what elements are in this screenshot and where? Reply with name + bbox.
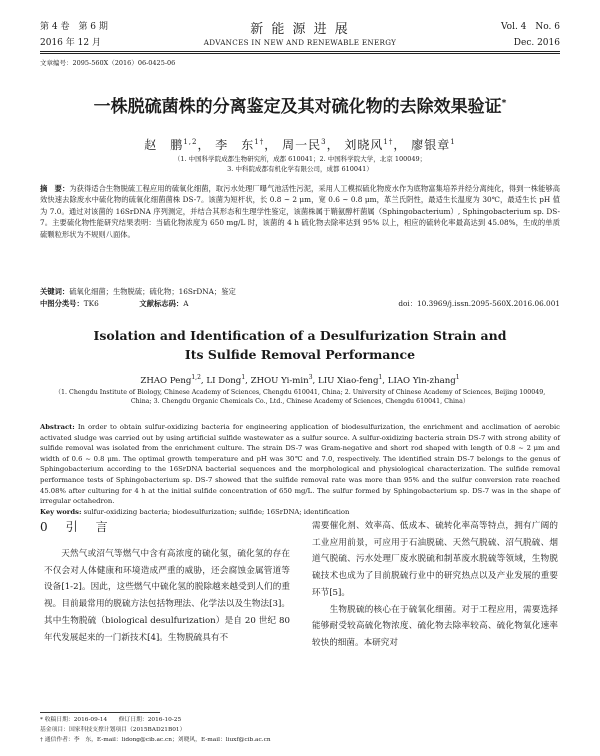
footnote-funding: 基金项目：国家科技支撑计划项目（2015BAD21B01） (40, 727, 186, 733)
body-column-right: 需要催化剂、效率高、低成本、硫转化率高等特点，拥有广阔的工业应用前景，可应用于石油脱硫、天然气脱硫、沼气脱硫、烟道气脱硫、污水处理厂废水脱硫和制革废水脱硫等领域，生物脱硫技术也成为了目前脱硫行业中的研究热点以及产业发展的重要环节[5]。 生物脱硫的核心在于硫氧化细菌。对于工程应用，需要选择能够耐受较高硫化物浓度、硫化物去除率较高、硫化物氧化速率较快的细菌。本研究对 (312, 521, 558, 648)
author-en: ZHOU $Yi-\min^3$ (250, 374, 313, 386)
volume-date: Dec. 2016 (513, 38, 560, 48)
journal-name-cn: 新 能 源 进 展 (250, 22, 350, 37)
abstract-cn: 摘 要：为获得适合生物脱硫工程应用的硫氧化细菌，取污水处理厂曝气池活性污泥，采用人工模拟硫化物废水作为底物富集培养并经分离纯化，得到一株能够高效快速去除废水中硫化物的硫氧化细菌菌株 DS-7。该菌为短杆状，长 0.8 ~ 2 μm，宽 0.6 ~ 0.8 μm，革兰氏阴性，最适生长温度为 30℃，最适生长 pH 值为 7.0。通过对该菌的 16SrDNA 序列测定，并结合其形态和生理学性鉴定，该菌株属于鞘氨醇杆菌属（Sphingobacterium）, Sphingobacterium sp. DS-7。主要硫化物性能研究结果表明：当硫化物浓度为 650 mg/L 时，该菌的 4 h 硫化物去除率达到 95% 以上，相应的硫转化率最高达到 45.08%，生成的单质硫颗粒形状为不规则八面体。 (40, 184, 561, 239)
affiliation-cn-line1: （1. 中国科学院成都生物研究所，成都 610041；2. 中国科学院大学，北京 100049； (173, 155, 427, 163)
body-column-left: 天然气或沼气等燃气中含有高浓度的硫化氢，硫化氢的存在不仅会对人体健康和环境造成严重的威胁，还会腐蚀金属管道等设备[1-2]。因此，这些燃气中硫化氢的脱除越来越受到人们的重视。目前最常用的脱硫方法包括物理法、化学法以及生物法[3]。其中生物脱硫（biological desulfurization）是自 20 世纪 80 年代发展起来的一门新技术[4]。生物脱硫具有不 (44, 549, 290, 643)
author-en: LIU Xiao-feng$^1$ (318, 374, 383, 386)
authors-cn: 赵 鹏$^{1,2}$， 李 东$^{1\dagger}$， 周一民$^3$， 刘晓风$^{1\dagger}$， 廖银章$^1$ (144, 138, 456, 152)
author-cn: 廖银章$^1$ (411, 138, 456, 152)
author-en: ZHAO Peng$^{1,2}$ (140, 374, 201, 386)
paper-title-cn: 一株脱硫菌株的分离鉴定及其对硫化物的去除效果验证* (93, 97, 507, 117)
footnote-received: * 收稿日期：2016-09-14 修订日期：2016-10-25 (40, 717, 182, 723)
header-rule-bottom (40, 53, 560, 54)
section-heading: 0 引 言 (40, 520, 111, 534)
abstract-en: Abstract: In order to obtain sulfur-oxidizing bacteria for engineering application of biodesulfurization, the enrichment and acclimation of aerobic activated sludge was carried out by using artificial sulfide wastewater as a sulfur source. A sulfur-oxidizing bacteria strain DS-7 with strong ability of sulfide removal was isolated from the enrichment culture. The strain DS-7 was Gram-negative and short rod shaped with length of 0.8 ~ 2 μm and width of 0.6 ~ 0.8 μm. The optimal growth temperature and pH was 30℃ and 7.0, respectively. The identified strain DS-7 belongs to the genus of Sphingobacterium according to the 16SrDNA bacterial sequences and the morphological and physiological characterization. The sulfide removal performance tests of Sphingobacterium sp. DS-7 showed that the sulfide removal rate was more than 95% and the sulfur conversion rate reached 45.08% after culturing for 4 h at the initial sulfide concentration of 650 mg/L. The sulfur formed by Sphingobacterium sp. DS-7 was in the shape of irregular octahedron. Key words: sulfur-oxidizing bacteria; biodesulfurization; sulfide; 16SrDNA; identification (40, 423, 560, 516)
author-cn: 周一民$^3$ (282, 138, 327, 152)
issue-date: 2016 年 12 月 (40, 38, 101, 48)
author-cn: 刘晓风$^{1\dagger}$ (344, 138, 394, 152)
authors-en: ZHAO Peng$^{1,2}$, LI Dong$^1$, ZHOU $Yi-\min^3$, LIU Xiao-feng$^1$, LIAO Yin-zhang$^1$ (140, 374, 460, 386)
paper-title-en: Isolation and Identification of a Desulfurization Strain and Its Sulfide Removal Performance (93, 328, 507, 362)
author-cn: 李 东$^{1\dagger}$ (215, 138, 265, 152)
journal-name-en: ADVANCES IN NEW AND RENEWABLE ENERGY (203, 38, 397, 47)
footnote-corresponding: † 通信作者：李 东，E-mail：lidong@cib.ac.cn；刘晓风，E-mail：liuxf@cib.ac.cn (40, 737, 271, 743)
footnote-rule (40, 712, 160, 713)
affiliation-cn-line2: 3. 中科院成都有机化学有限公司，成都 610041） (227, 165, 373, 173)
classification-cn: 中图分类号：TK6 文献标志码：A doi：10.3969/j.issn.2095-560X.2016.06.001 (40, 299, 560, 308)
author-cn: 赵 鹏$^{1,2}$ (144, 138, 198, 152)
header-rule-top (40, 51, 560, 52)
author-en: LIAO Yin-zhang$^1$ (387, 374, 460, 386)
author-en: LI Dong$^1$ (206, 374, 246, 386)
keywords-cn: 关键词：硫氧化细菌；生物脱硫；硫化物；16SrDNA；鉴定 (40, 287, 236, 296)
affiliation-en: （1. Chengdu Institute of Biology, Chinese Academy of Sciences, Chengdu 610041, China; 2. University of Chinese Academy of Sciences, Beijing 100049, China; 3. Chengdu Organic Chemicals Co., Ltd., Chinese Academy of Sciences, Chengdu 610041, China） (54, 389, 546, 405)
article-number: 文章编号：2095-560X（2016）06-0425-06 (40, 59, 176, 67)
issue-label: 第 4 卷 第 6 期 (40, 22, 108, 32)
doi: 10.3969/j.issn.2095-560X.2016.06.001 (417, 299, 560, 308)
volume-label: Vol. 4 No. 6 (500, 22, 560, 32)
